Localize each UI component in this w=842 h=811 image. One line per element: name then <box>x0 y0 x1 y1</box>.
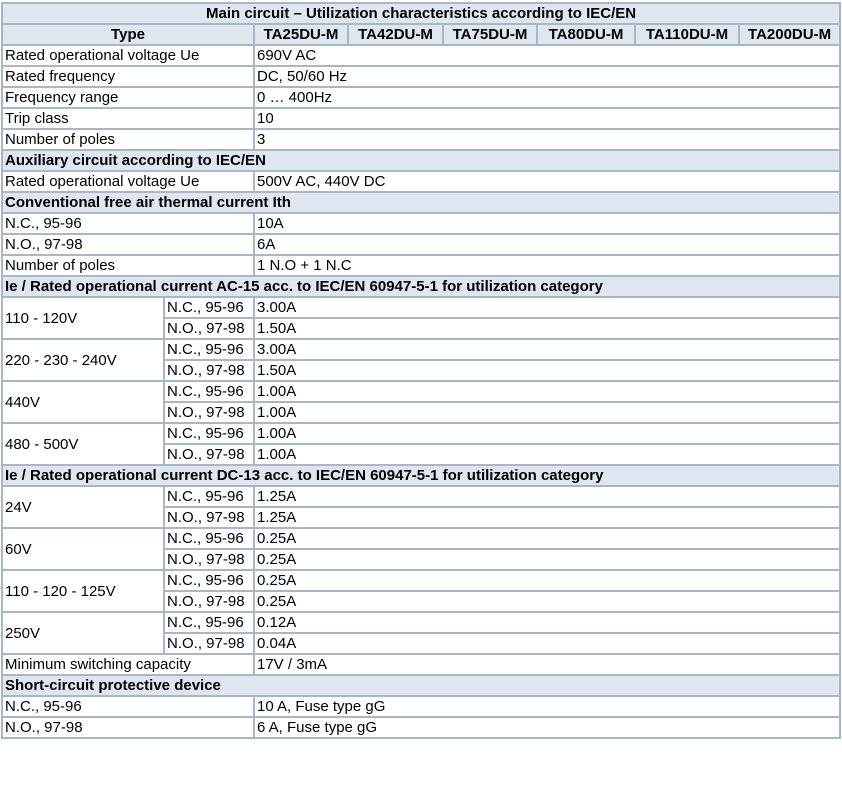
current-value: 0.04A <box>254 633 840 654</box>
row-label: Minimum switching capacity <box>2 654 254 675</box>
type-cell: TA80DU-M <box>537 24 635 45</box>
table-row <box>2 129 840 150</box>
contact-label: N.O., 97-98 <box>164 360 254 381</box>
title-row <box>2 3 840 24</box>
type-cell: TA42DU-M <box>348 24 443 45</box>
section-heading-scpd: Short-circuit protective device <box>2 675 840 696</box>
section-header-row <box>2 465 840 486</box>
voltage-label: 220 - 230 - 240V <box>2 339 164 381</box>
table-row <box>2 612 840 633</box>
current-value: 1.50A <box>254 360 840 381</box>
row-value: DC, 50/60 Hz <box>254 66 840 87</box>
current-value: 0.25A <box>254 528 840 549</box>
row-label: N.O., 97-98 <box>2 717 254 738</box>
voltage-label: 60V <box>2 528 164 570</box>
section-heading-aux: Auxiliary circuit according to IEC/EN <box>2 150 840 171</box>
contact-label: N.C., 95-96 <box>164 612 254 633</box>
contact-label: N.O., 97-98 <box>164 549 254 570</box>
current-value: 0.25A <box>254 570 840 591</box>
section-header-row <box>2 675 840 696</box>
contact-label: N.C., 95-96 <box>164 570 254 591</box>
row-label: N.O., 97-98 <box>2 234 254 255</box>
row-value: 10A <box>254 213 840 234</box>
table-row <box>2 297 840 318</box>
current-value: 0.12A <box>254 612 840 633</box>
current-value: 0.25A <box>254 549 840 570</box>
table-row <box>2 717 840 738</box>
voltage-label: 110 - 120V <box>2 297 164 339</box>
row-label: N.C., 95-96 <box>2 213 254 234</box>
row-value: 3 <box>254 129 840 150</box>
current-value: 1.00A <box>254 402 840 423</box>
contact-label: N.C., 95-96 <box>164 381 254 402</box>
section-heading-dc13: Ie / Rated operational current DC-13 acc. to IEC/EN 60947-5-1 for utilization category <box>2 465 840 486</box>
current-value: 1.00A <box>254 381 840 402</box>
contact-label: N.C., 95-96 <box>164 528 254 549</box>
row-label: Rated frequency <box>2 66 254 87</box>
row-label: Number of poles <box>2 255 254 276</box>
table-row <box>2 255 840 276</box>
row-label: Rated operational voltage Ue <box>2 45 254 66</box>
row-value: 10 A, Fuse type gG <box>254 696 840 717</box>
table-row <box>2 339 840 360</box>
voltage-label: 24V <box>2 486 164 528</box>
current-value: 0.25A <box>254 591 840 612</box>
contact-label: N.C., 95-96 <box>164 423 254 444</box>
table-row <box>2 171 840 192</box>
table-row <box>2 423 840 444</box>
row-value: 690V AC <box>254 45 840 66</box>
section-heading-ac15: Ie / Rated operational current AC-15 acc. to IEC/EN 60947-5-1 for utilization category <box>2 276 840 297</box>
row-value: 1 N.O + 1 N.C <box>254 255 840 276</box>
table-row <box>2 528 840 549</box>
table-row <box>2 381 840 402</box>
type-cell: TA200DU-M <box>739 24 840 45</box>
table-row <box>2 66 840 87</box>
voltage-label: 250V <box>2 612 164 654</box>
current-value: 3.00A <box>254 339 840 360</box>
section-header-row <box>2 276 840 297</box>
row-label: Number of poles <box>2 129 254 150</box>
type-cell: TA110DU-M <box>635 24 739 45</box>
row-label: Rated operational voltage Ue <box>2 171 254 192</box>
voltage-label: 440V <box>2 381 164 423</box>
type-cell: TA75DU-M <box>443 24 537 45</box>
row-value: 6 A, Fuse type gG <box>254 717 840 738</box>
contact-label: N.O., 97-98 <box>164 507 254 528</box>
contact-label: N.O., 97-98 <box>164 402 254 423</box>
contact-label: N.C., 95-96 <box>164 297 254 318</box>
row-value: 17V / 3mA <box>254 654 840 675</box>
section-header-row <box>2 150 840 171</box>
table-row <box>2 234 840 255</box>
row-value: 6A <box>254 234 840 255</box>
contact-label: N.C., 95-96 <box>164 486 254 507</box>
section-header-row <box>2 192 840 213</box>
section-heading-ith: Conventional free air thermal current Ith <box>2 192 840 213</box>
spec-table <box>1 2 841 739</box>
type-cell: TA25DU-M <box>254 24 348 45</box>
table-row <box>2 87 840 108</box>
contact-label: N.O., 97-98 <box>164 633 254 654</box>
contact-label: N.O., 97-98 <box>164 444 254 465</box>
row-value: 10 <box>254 108 840 129</box>
table-row <box>2 696 840 717</box>
table-row <box>2 108 840 129</box>
current-value: 3.00A <box>254 297 840 318</box>
voltage-label: 110 - 120 - 125V <box>2 570 164 612</box>
row-label: Trip class <box>2 108 254 129</box>
current-value: 1.00A <box>254 423 840 444</box>
row-value: 0 … 400Hz <box>254 87 840 108</box>
type-row <box>2 24 840 45</box>
row-label: N.C., 95-96 <box>2 696 254 717</box>
voltage-label: 480 - 500V <box>2 423 164 465</box>
current-value: 1.25A <box>254 486 840 507</box>
contact-label: N.O., 97-98 <box>164 318 254 339</box>
type-label: Type <box>2 24 254 45</box>
table-row <box>2 213 840 234</box>
table-row <box>2 486 840 507</box>
row-value: 500V AC, 440V DC <box>254 171 840 192</box>
contact-label: N.O., 97-98 <box>164 591 254 612</box>
current-value: 1.25A <box>254 507 840 528</box>
contact-label: N.C., 95-96 <box>164 339 254 360</box>
table-row <box>2 654 840 675</box>
table-row <box>2 570 840 591</box>
current-value: 1.50A <box>254 318 840 339</box>
table-title: Main circuit – Utilization characteristics according to IEC/EN <box>2 3 840 24</box>
current-value: 1.00A <box>254 444 840 465</box>
table-row <box>2 45 840 66</box>
row-label: Frequency range <box>2 87 254 108</box>
